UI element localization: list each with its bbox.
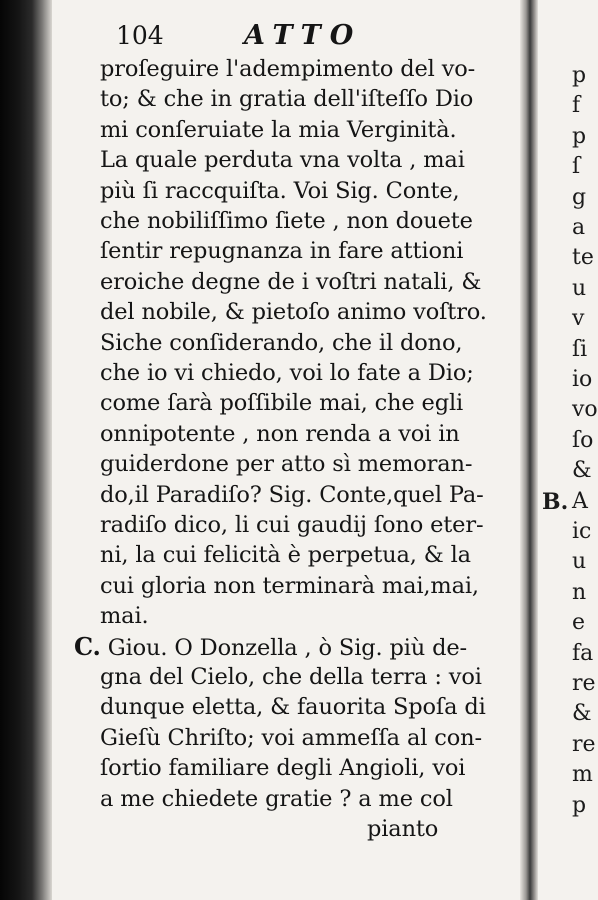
adjacent-text-fragment: te [572,245,594,271]
adjacent-text-fragment: p [572,123,587,149]
text-line [100,145,465,175]
text-line [74,632,467,663]
text-line [100,662,482,692]
text-line [100,206,473,236]
text-line [100,328,462,358]
adjacent-text-fragment: A [572,488,588,514]
adjacent-text-fragment: ſ [572,154,581,180]
adjacent-text-fragment: p [572,63,587,88]
line-text: Giou. O Donzella , ò Sig. più de- [107,634,468,661]
text-line [100,510,483,540]
adjacent-text-fragment: io [572,367,593,392]
text-line [100,388,463,418]
line-text: guiderdone per atto sì memoran- [100,451,473,478]
text-line [100,601,149,631]
text-line [100,723,482,753]
adjacent-text-fragment: vo [572,397,598,423]
line-text: onnipotente , non renda a voi in [100,420,460,447]
adjacent-page-edge [538,0,598,900]
book-page [52,0,520,900]
adjacent-text-fragment: m [572,762,593,788]
text-line [100,297,487,327]
page-gutter [520,0,538,900]
line-text: mai. [100,603,149,630]
adjacent-speaker-marker: B. [542,488,569,515]
text-line [100,267,481,297]
line-text: Gieſù Chriſto; voi ammeſſa al con- [100,724,482,751]
line-text: eroiche degne de i voſtri natali, & [100,268,482,295]
text-line [100,236,463,266]
adjacent-text-fragment: u [572,275,587,301]
adjacent-text-fragment: n [572,579,587,605]
adjacent-text-fragment: g [572,184,587,210]
book-binding-edge [0,0,52,900]
adjacent-text-fragment: & [572,458,592,484]
text-line [100,449,472,479]
text-line [100,480,484,510]
text-line [100,115,457,145]
text-line [100,84,473,114]
line-text: a me chiedete gratie ? a me col [100,785,453,812]
line-text: che io vi chiedo, voi lo fate a Dio; [100,360,474,386]
adjacent-text-fragment: u [572,549,587,575]
line-text: ni, la cui felicità è perpetua, & la [100,542,471,569]
line-text: La quale perduta vna volta , mai [100,147,465,174]
line-text: ſentir repugnanza in fare attioni [100,238,464,265]
adjacent-text-fragment: re [572,671,596,696]
line-text: radiſo dico, li cui gaudij ſono eter- [100,512,484,538]
text-line [100,784,453,814]
text-line [100,176,460,206]
catchword: pianto [367,816,439,842]
speaker-marker: C. [74,631,101,661]
line-text: to; & che in gratia dell'iſteſſo Dio [100,86,474,113]
text-line [100,358,474,388]
adjacent-text-fragment: fa [572,640,594,666]
text-line [100,571,479,601]
line-text: proſeguire l'adempimento del vo- [100,56,476,82]
text-line [100,753,465,783]
line-text: dunque eletta, & fauorita Spoſa di [100,694,486,721]
adjacent-text-fragment: f [572,93,581,119]
line-text: do,il Paradiſo? Sig. Conte,quel Pa- [100,481,484,508]
text-line [100,54,475,84]
adjacent-text-fragment: ſo [572,427,594,453]
adjacent-text-fragment: v [572,306,585,332]
line-text: mi conſeruiate la mia Verginità. [100,116,457,143]
line-text: cui gloria non terminarà mai,mai, [100,572,479,599]
line-text: più ſi raccquiſta. Voi Sig. Conte, [100,177,460,204]
text-line [100,692,486,722]
line-text: Siche conſiderando, che il dono, [100,329,463,356]
adjacent-text-fragment: p [572,792,587,818]
line-text: gna del Cielo, che della terra : voi [100,664,482,690]
text-line [100,540,471,570]
adjacent-text-fragment: ſi [572,336,588,362]
page-number: 104 [116,21,164,50]
line-text: ſortio familiare degli Angioli, voi [100,755,466,782]
text-line [100,419,460,449]
adjacent-text-fragment: e [572,610,586,636]
line-text: che nobiliſſimo ſiete , non douete [100,208,473,234]
adjacent-text-fragment: re [572,731,596,757]
line-text: del nobile, & pietoſo animo voſtro. [100,299,487,326]
adjacent-text-fragment: & [572,701,592,727]
adjacent-text-fragment: a [572,215,586,240]
adjacent-text-fragment: ic [572,519,592,544]
line-text: come ſarà poſſibile mai, che egli [100,390,464,417]
running-head: ATTO [244,20,363,51]
